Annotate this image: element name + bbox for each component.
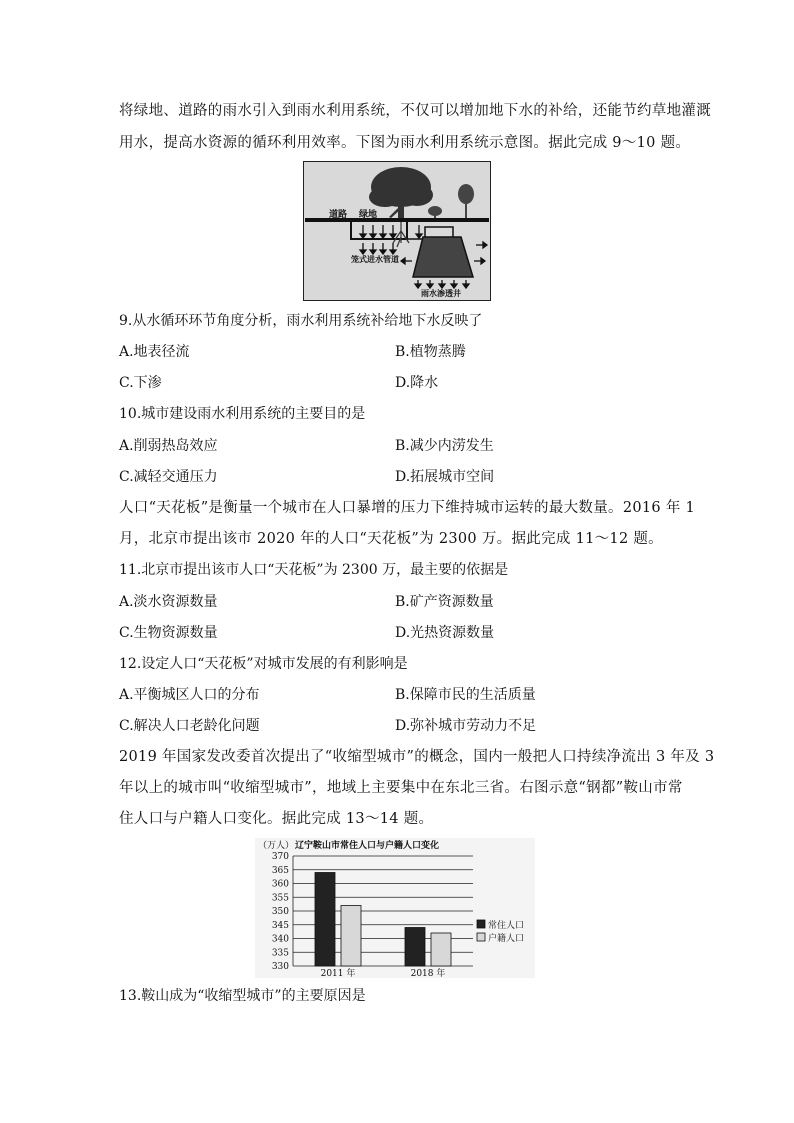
y-tick-label: 365 xyxy=(271,865,289,876)
x-tick-label: 2011 年 xyxy=(320,969,356,978)
well-label: 雨水渗透井 xyxy=(421,288,461,298)
q10-option-d[interactable]: D.拓展城市空间 xyxy=(395,469,495,485)
q12-option-b[interactable]: B.保障市民的生活质量 xyxy=(395,687,536,703)
q10-option-b[interactable]: B.减少内涝发生 xyxy=(395,438,494,454)
q9-option-d[interactable]: D.降水 xyxy=(395,375,439,391)
legend-swatch xyxy=(477,920,485,928)
q11-option-c[interactable]: C.生物资源数量 xyxy=(119,625,218,641)
bar-resident xyxy=(315,873,335,967)
intro1-line2: 用水，提高水资源的循环利用效率。下图为雨水利用系统示意图。据此完成 9～10 题。 xyxy=(119,135,691,151)
y-tick-label: 330 xyxy=(271,962,289,972)
legend-label: 常住人口 xyxy=(488,921,525,931)
y-tick-label: 340 xyxy=(271,934,289,945)
y-tick-label: 345 xyxy=(271,920,289,931)
x-tick-label: 2018 年 xyxy=(410,969,446,978)
q9-stem: 9.从水循环环节角度分析，雨水利用系统补给地下水反映了 xyxy=(119,313,483,329)
legend-swatch xyxy=(477,933,485,941)
y-tick-label: 355 xyxy=(271,893,289,904)
intro2-line2: 月，北京市提出该市 2020 年的人口“天花板”为 2300 万。据此完成 11～12 题。 xyxy=(119,531,663,547)
rainwater-system-diagram xyxy=(303,161,491,301)
bar-resident xyxy=(405,928,425,967)
q11-option-d[interactable]: D.光热资源数量 xyxy=(395,625,495,641)
q10-option-c[interactable]: C.减轻交通压力 xyxy=(119,469,218,485)
bar-registered xyxy=(431,933,451,966)
q9-option-c[interactable]: C.下渗 xyxy=(119,375,162,391)
q10-option-a[interactable]: A.削弱热岛效应 xyxy=(119,438,218,454)
intro1-line1: 将绿地、道路的雨水引入到雨水利用系统，不仅可以增加地下水的补给，还能节约草地灌溉 xyxy=(119,103,711,119)
y-tick-label: 360 xyxy=(271,879,289,890)
bar-registered xyxy=(341,906,361,967)
chart-unit: （万人） xyxy=(258,841,295,851)
q12-stem: 12.设定人口“天花板”对城市发展的有利影响是 xyxy=(119,656,408,672)
y-tick-label: 350 xyxy=(271,907,289,917)
intro3-line1: 2019 年国家发改委首次提出了“收缩型城市”的概念，国内一般把人口持续净流出 3 年及 3 xyxy=(119,749,715,765)
intro2-line1: 人口“天花板”是衡量一个城市在人口暴增的压力下维持城市运转的最大数量。2016 年 1 xyxy=(119,500,696,516)
green-label: 绿地 xyxy=(359,210,378,220)
q9-option-b[interactable]: B.植物蒸腾 xyxy=(395,344,466,360)
intro3-line2: 年以上的城市叫“收缩型城市”，地域上主要集中在东北三省。右图示意“钢都”鞍山市常 xyxy=(119,780,683,796)
q12-option-a[interactable]: A.平衡城区人口的分布 xyxy=(119,687,260,703)
q12-option-d[interactable]: D.弥补城市劳动力不足 xyxy=(395,718,537,734)
q11-option-b[interactable]: B.矿产资源数量 xyxy=(395,594,494,610)
y-tick-label: 335 xyxy=(271,948,289,959)
pipe-label: 笼式进水管道 xyxy=(351,254,399,264)
q12-option-c[interactable]: C.解决人口老龄化问题 xyxy=(119,718,260,734)
legend-label: 户籍人口 xyxy=(488,934,525,944)
q9-option-a[interactable]: A.地表径流 xyxy=(119,344,190,360)
q10-stem: 10.城市建设雨水利用系统的主要目的是 xyxy=(119,406,366,422)
q11-option-a[interactable]: A.淡水资源数量 xyxy=(119,594,218,610)
chart-title: 辽宁鞍山市常住人口与户籍人口变化 xyxy=(295,841,440,851)
road-label: 道路 xyxy=(329,210,348,220)
intro3-line3: 住人口与户籍人口变化。据此完成 13～14 题。 xyxy=(119,811,434,827)
y-tick-label: 370 xyxy=(271,852,289,862)
q13-stem: 13.鞍山成为“收缩型城市”的主要原因是 xyxy=(119,988,366,1004)
population-bar-chart xyxy=(255,838,535,978)
q11-stem: 11.北京市提出该市人口“天花板”为 2300 万，最主要的依据是 xyxy=(119,562,509,578)
